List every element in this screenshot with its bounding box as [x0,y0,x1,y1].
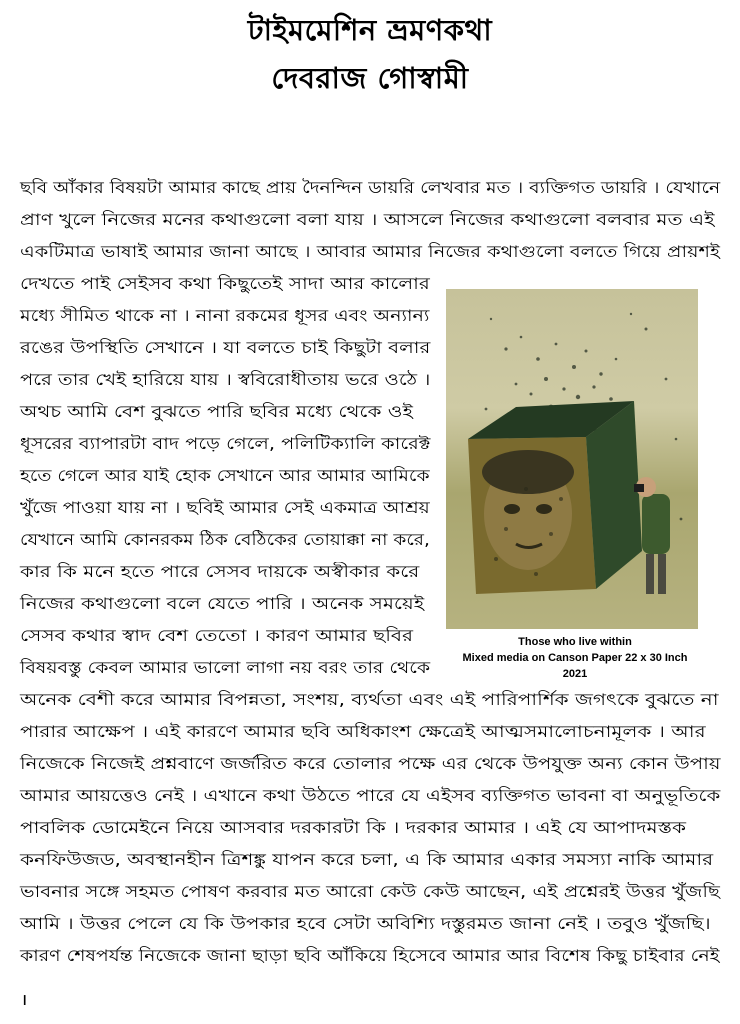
text-line: যেখানে আমি কোনরকম ঠিক বেঠিকের তোয়াক্কা না করে, [20,530,430,549]
text-line: আমার আয়ত্তেও নেই । এখানে কথা উঠতে পারে যে এইসব ব্যক্তিগত ভাবনা বা অনুভূতিকে [20,786,721,805]
text-line: পরে তার খেই হারিয়ে যায় । স্ববিরোধীতায় ভরে ওঠে । [20,370,431,389]
hair [482,450,574,494]
text-line: মধ্যে সীমিত থাকে না । নানা রকমের ধূসর এবং অন্যান্য [20,306,430,325]
text-line: ছবি আঁকার বিষয়টা আমার কাছে প্রায় দৈনন্দিন ডায়রি লেখবার মত । ব্যক্তিগত ডায়রি । যেখানে [20,178,721,197]
text-line: পারার আক্ষেপ । এই কারণে আমার ছবি অধিকাংশ ক্ষেত্রেই আত্মসমালোচনামূলক । আর [20,722,706,741]
caption-year: 2021 [562,668,588,680]
text-line: ধূসরের ব্যাপারটা বাদ পড়ে গেলে, পলিটিক্যালি কারেক্ট [20,434,431,453]
text-line: দেখতে পাই সেইসব কথা কিছুতেই সাদা আর কালোর [20,274,430,293]
painting-artwork [446,289,698,629]
text-line: খুঁজে পাওয়া যায় না । ছবিই আমার সেই একমাত্র আশ্রয় [20,498,430,517]
author: দেবরাজ গোস্বামী [271,61,469,95]
text-line: পাবলিক ডোমেইনে নিয়ে আসবার দরকারটা কি । দরকার আমার । এই যে আপাদমস্তক [20,818,687,837]
title: টাইমমেশিন ভ্রমণকথা [247,13,493,47]
text-line: একটিমাত্র ভাষাই আমার জানা আছে । আবার আমার নিজের কথাগুলো বলতে গিয়ে প্রায়শই [20,242,720,261]
figure-body [642,494,670,554]
text-line: কনফিউজড, অবস্থানহীন ত্রিশঙ্কু যাপন করে চলা, এ কি আমার একার সমস্যা নাকি আমার [20,850,714,869]
text-line: সেসব কথার স্বাদ বেশ তেতো । কারণ আমার ছবির [20,626,414,645]
text-line: নিজের কথাগুলো বলে যেতে পারি । অনেক সময়েই [20,594,425,613]
text-line: ভাবনার সঙ্গে সহমত পোষণ করবার মত আরো কেউ কেউ আছেন, এই প্রশ্নেরই উত্তর খুঁজছি [20,882,720,901]
text-line: । [20,990,28,1009]
text-line: আমি । উত্তর পেলে যে কি উপকার হবে সেটা অবিশ্যি দস্তুরমত জানা নেই । তবুও খুঁজছি। [20,914,711,933]
text-line: প্রাণ খুলে নিজের মনের কথাগুলো বলা যায় । আসলে নিজের কথাগুলো বলবার মত এই [20,210,715,229]
text-line: রঙের উপস্থিতি সেখানে । যা বলতে চাই কিছুটা বলার [20,338,431,357]
text-line: অথচ আমি বেশ বুঝতে পারি ছবির মধ্যে থেকে ওই [20,402,413,421]
camera [634,484,644,492]
text-line: হতে গেলে আর যাই হোক সেখানে আর আমার আমিকে [20,466,430,485]
text-line: নিজেকে নিজেই প্রশ্নবাণে জর্জরিত করে তোলার পক্ষে এর থেকে উপযুক্ত অন্য কোন উপায় [20,754,721,773]
caption-title: Those who live within [518,636,632,648]
text-line: কারণ শেষপর্যন্ত নিজেকে জানা ছাড়া ছবি আঁকিয়ে হিসেবে আমার আর বিশেষ কিছু চাইবার নেই [20,946,720,965]
text-line: অনেক বেশী করে আমার বিপন্নতা, সংশয়, ব্যর্থতা এবং এই পারিপার্শিক জগৎকে বুঝতে না [20,690,719,709]
text-line: কার কি মনে হতে পারে সেসব দায়কে অস্বীকার করে [20,562,420,581]
caption-medium: Mixed media on Canson Paper 22 x 30 Inch [462,652,688,664]
text-line: বিষয়বস্তু কেবল আমার ভালো লাগা নয় বরং তার থেকে [20,658,431,677]
painting-image [446,289,698,629]
